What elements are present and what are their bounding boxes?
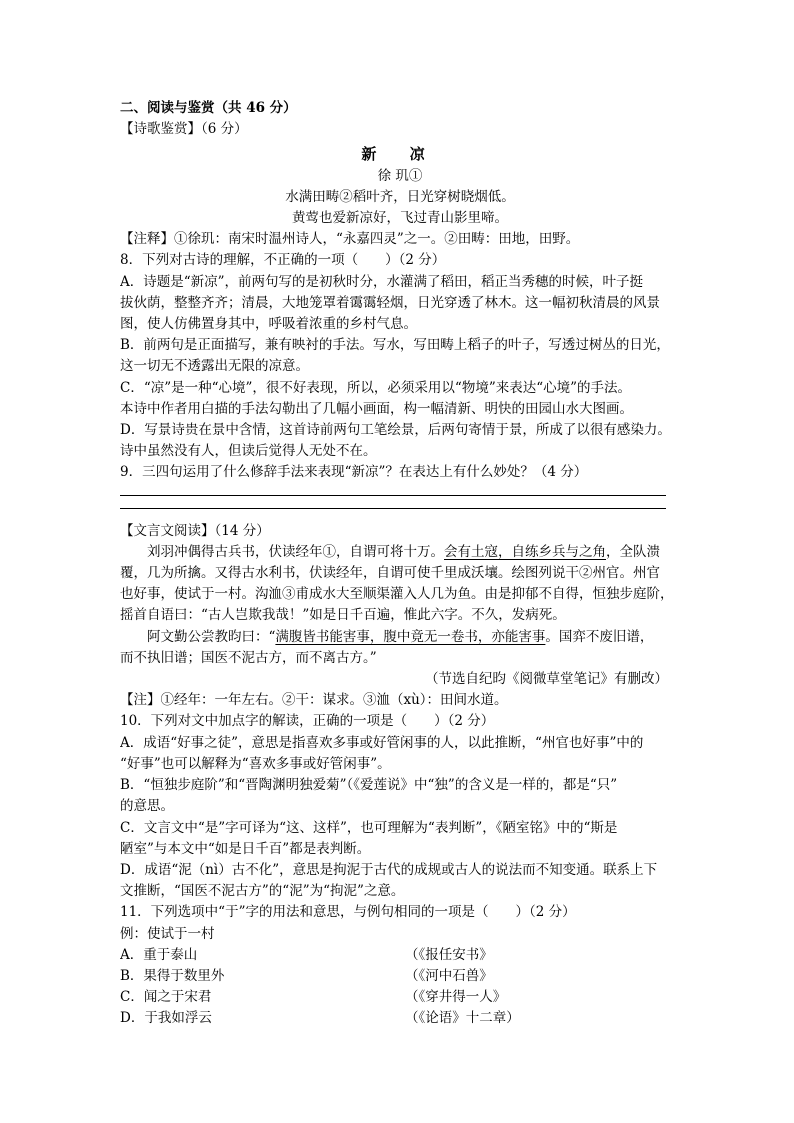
question-9-stem: 9．三四句运用了什么修辞手法来表现“新凉”？在表达上有什么妙处？（4 分） — [120, 464, 588, 481]
q10-option-a-line: “好事”也可以解释为“喜欢多事或好管闲事”。 — [120, 755, 391, 772]
passage-text: 刘羽冲偶得古兵书，伏读经年①，自谓可将十万。 — [147, 543, 444, 560]
q10-option-d-line: D．成语“泥（nì）古不化”，意思是拘泥于古代的成规或古人的说法而不知变通。联系上下 — [120, 861, 658, 878]
underlined-sentence: 满腹皆书能害事，腹中竟无一卷书，亦能害事 — [275, 628, 546, 645]
question-8-stem: 8．下列对古诗的理解，不正确的一项（ ）（2 分） — [120, 252, 446, 269]
poem-line-2: 黄莺也爱新凉好，飞过青山影里啼。 — [292, 210, 508, 227]
underlined-sentence: 会有土寇，自练乡兵与之角 — [444, 543, 606, 560]
q10-option-d-line: 文推断，“国医不泥古方”的“泥”为“拘泥”之意。 — [120, 883, 405, 900]
poem-header: 【诗歌鉴赏】（6 分） — [120, 121, 248, 138]
passage-line — [120, 542, 680, 563]
q8-option-a-line: 图，使人仿佛置身其中，呼吸着浓重的乡村气息。 — [120, 316, 417, 333]
q11-option — [120, 966, 680, 987]
option-source: （《论语》十二章） — [405, 1010, 520, 1027]
question-10-stem: 10．下列对文中加点字的解读，正确的一项是（ ）（2 分） — [120, 713, 495, 730]
answer-line-2 — [120, 508, 666, 509]
option-source: （《穿井得一人》 — [405, 989, 507, 1006]
q10-option-c-line: C．文言文中“是”字可译为“这、这样”，也可理解为“表判断”，《陋室铭》中的“斯是 — [120, 819, 618, 836]
option-text: C．闻之于宋君 — [120, 989, 212, 1006]
q11-option — [120, 1008, 680, 1029]
passage-source: （节选自纪昀《阅微草堂笔记》有删改） — [425, 671, 668, 688]
option-source: （《报任安书》 — [405, 946, 493, 963]
q11-option — [120, 987, 680, 1008]
passage-text: ，全队溃 — [606, 543, 660, 560]
option-source: （《河中石兽》 — [405, 967, 493, 984]
answer-line-1 — [120, 495, 666, 496]
poem-title: 新 凉 — [361, 145, 439, 164]
passage-line: 也好事，使试于一村。沟洫③甫成水大至顺渠灌入人几为鱼。由是抑郁不自得，恒独步庭阶， — [120, 586, 674, 603]
document-page — [120, 98, 680, 1030]
option-text: B．果得于数里外 — [120, 967, 225, 984]
q11-example: 例：使试于一村 — [120, 925, 215, 942]
q8-option-c-line: 本诗中作者用白描的手法勾勒出了几幅小画面，构一幅清新、明快的田园山水大图画。 — [120, 400, 633, 417]
option-text: D．于我如浮云 — [120, 1010, 212, 1027]
q8-option-b-line: 这一切无不透露出无限的凉意。 — [120, 358, 309, 375]
passage-line: 摇首自语曰：“古人岂欺我哉！”如是日千百遍，惟此六字。不久，发病死。 — [120, 607, 566, 624]
classical-note: 【注】①经年：一年左右。②干：谋求。③洫（xù）：田间水道。 — [120, 692, 508, 709]
q10-option-b-line: 的意思。 — [120, 798, 174, 815]
q8-option-d-line: 诗中虽然没有人，但读后觉得人无处不在。 — [120, 443, 377, 460]
q10-option-c-line: 陋室”与本文中“如是日千百”都是表判断。 — [120, 840, 371, 857]
section-heading: 二、阅读与鉴赏（共 46 分） — [120, 100, 297, 116]
q8-option-c-line: C．“凉”是一种“心境”，很不好表现，所以，必须采用以“物境”来表达“心境”的手法。 — [120, 379, 632, 396]
passage-text: 。国弈不废旧谱， — [545, 628, 654, 645]
q11-option — [120, 945, 680, 966]
question-11-stem: 11．下列选项中“于”字的用法和意思，与例句相同的一项是（ ）（2 分） — [120, 904, 576, 921]
poem-note: 【注释】①徐玑：南宋时温州诗人，“永嘉四灵”之一。②田畴：田地，田野。 — [120, 231, 580, 248]
passage-text: 阿文勤公尝教昀曰：“ — [147, 628, 276, 645]
poem-author: 徐 玑① — [377, 167, 423, 184]
q8-option-a-line: A．诗题是“新凉”，前两句写的是初秋时分，水灌满了稻田，稻正当秀穗的时候，叶子挺 — [120, 273, 644, 290]
q10-option-b-line: B．“恒独步庭阶”和“晋陶渊明独爱菊”（《爱莲说》中“独”的含义是一样的，都是“只” — [120, 777, 618, 794]
q10-option-a-line: A．成语“好事之徒”，意思是指喜欢多事或好管闲事的人，以此推断，“州官也好事”中的 — [120, 734, 644, 751]
passage-line: 覆，几为所擒。又得古水利书，伏读经年，自谓可使千里成沃壤。绘图列说干②州官。州官 — [120, 565, 660, 582]
option-text: A．重于泰山 — [120, 946, 198, 963]
q8-option-d-line: D．写景诗贵在景中含情，这首诗前两句工笔绘景，后两句寄情于景，所成了以很有感染力。 — [120, 422, 671, 439]
passage-line — [120, 627, 680, 648]
passage-line: 而不执旧谱；国医不泥古方，而不离古方。” — [120, 649, 377, 666]
q8-option-a-line: 拔伙荫，整整齐齐；清晨，大地笼罩着霭霭轻烟，日光穿透了林木。这一幅初秋清晨的风景 — [120, 294, 660, 311]
q8-option-b-line: B．前两句是正面描写，兼有映衬的手法。写水，写田畴上稻子的叶子，写透过树丛的日光， — [120, 337, 670, 354]
classical-header: 【文言文阅读】（14 分） — [120, 522, 270, 539]
poem-line-1: 水满田畴②稻叶齐，日光穿树晓烟低。 — [285, 188, 515, 205]
